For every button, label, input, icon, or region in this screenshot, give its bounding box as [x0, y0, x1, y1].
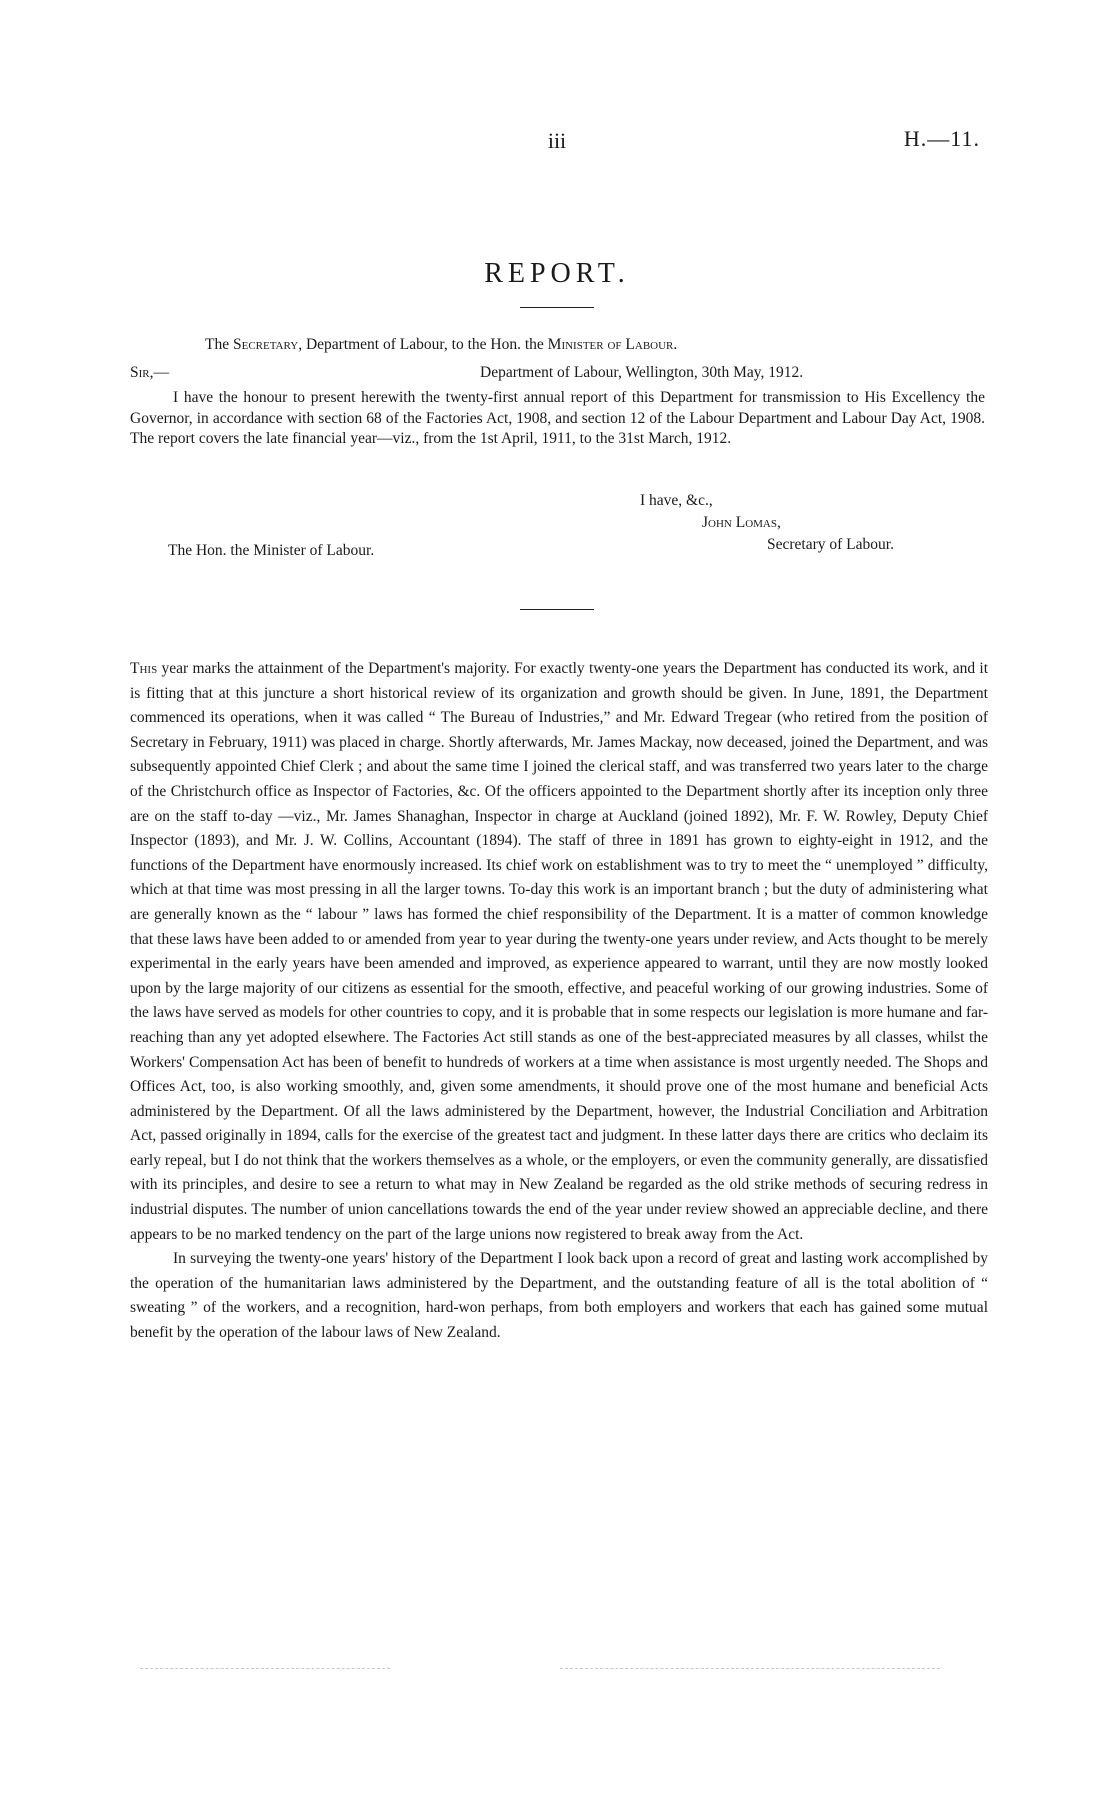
report-paragraph-2: In surveying the twenty-one years' history of the Department I look back upon a record of great and lasting work accomplished by the operation of the humanitarian laws administered by the Department, and the outstanding feature of all is the total abolition of “ sweating ” of the workers, and a recognition, hard-won perhaps, from both employers and workers that each has gained some mutual benefit by the operation of the labour laws of New Zealand.	[130, 1250, 988, 1342]
letter-address-line	[205, 336, 677, 354]
report-body	[130, 657, 988, 1346]
report-paragraph-1	[130, 657, 988, 1247]
signatory-title: Secretary of Labour.	[767, 536, 894, 553]
signatory-name: John Lomas,	[702, 514, 781, 531]
dateline: Department of Labour, Wellington, 30th May, 1912.	[480, 364, 804, 381]
paragraph-1-text: year marks the attainment of the Department's majority. For exactly twenty-one years the Department has conducted its work, and it is fitting that at this juncture a short historical review of its organization and growth should be given. In June, 1891, the Department commenced its operations, when it was called “ The Bureau of Industries,” and Mr. Edward Tregear (who retired from the position of Secretary in February, 1911) was placed in charge. Shortly afterwards, Mr. James Mackay, now deceased, joined the Department, and was subsequently appointed Chief Clerk ; and about the same time I joined the clerical staff, and was transferred two years later to the charge of the Christchurch office as Inspector of Factories, &c. Of the officers appointed to the Department shortly after its inception only three are on the staff to-day —viz., Mr. James Shanaghan, Inspector in charge at Auckland (joined 1892), Mr. F. W. Rowley, Deputy Chief Inspector (1893), and Mr. J. W. Collins, Accountant (1894). The staff of three in 1891 has grown to eighty-eight in 1912, and the functions of the Department have enormously increased. Its chief work on establishment was to try to meet the “ unemployed ” difficulty, which at that time was most pressing in all the larger towns. To-day this work is an important branch ; but the duty of administering what are generally known as the “ labour ” laws has formed the chief responsibility of the Department. It is a matter of common knowledge that these laws have been added to or amended from year to year during the twenty-one years under review, and Acts thought to be merely experimental in the early years have been amended and improved, as experience appeared to warrant, until they are now mostly looked upon by the large majority of our citizens as essential for the smooth, effective, and peaceful working of our growing industries. Some of the laws have served as models for other countries to copy, and it is probable that in some respects our legislation is more humane and far-reaching than any yet adopted elsewhere. The Factories Act still stands as one of the best-appreciated measures by all classes, whilst the Workers' Compensation Act has been of benefit to hundreds of workers at a time when assistance is most urgently needed. The Shops and Offices Act, too, is also working smoothly, and, given some amendments, it should prove one of the most humane and beneficial Acts administered by the Department. Of all the laws administered by the Department, however, the Industrial Conciliation and Arbitration Act, passed originally in 1894, calls for the exercise of the greatest tact and judgment. In these latter days there are critics who declaim its early repeal, but I do not think that the workers themselves as a whole, or the employers, or even the community generally, are dissatisfied with its principles, and desire to see a return to what may in New Zealand be regarded as the old strike methods of securing redress in industrial disputes. The number of union cancellations towards the end of the year under review showed an appreciable decline, and there appears to be no marked tendency on the part of the large unions now registered to break away from the Act.	[130, 660, 988, 1243]
paragraph-lead-word: This	[130, 660, 158, 677]
title-rule	[520, 307, 594, 308]
document-code: H.—11.	[903, 126, 980, 151]
sender-name: Secretary	[232, 336, 299, 353]
letter-body: I have the honour to present herewith the twenty-first annual report of this Department for transmission to His Excellency the Governor, in accordance with section 68 of the Factories Act, 1908, and section 12 of the Labour Department and Labour Day Act, 1908. The report covers the late financial year—viz., from the 1st April, 1911, to the 31st March, 1912.	[130, 389, 985, 447]
page-number: iii	[547, 128, 567, 153]
letter-addressee: The Hon. the Minister of Labour.	[168, 542, 375, 559]
recipient-name: Minister of Labour	[547, 336, 674, 353]
scan-artifact-line	[140, 1668, 390, 1669]
letter-closing: I have, &c.,	[640, 492, 713, 509]
address-suffix: .	[673, 336, 678, 353]
scan-artifact-line	[560, 1668, 940, 1669]
address-prefix: The	[205, 336, 233, 353]
salutation: Sir,—	[130, 364, 169, 381]
address-mid: , Department of Labour, to the Hon. the	[298, 336, 548, 353]
section-rule	[520, 609, 594, 610]
report-title: REPORT.	[484, 258, 630, 289]
